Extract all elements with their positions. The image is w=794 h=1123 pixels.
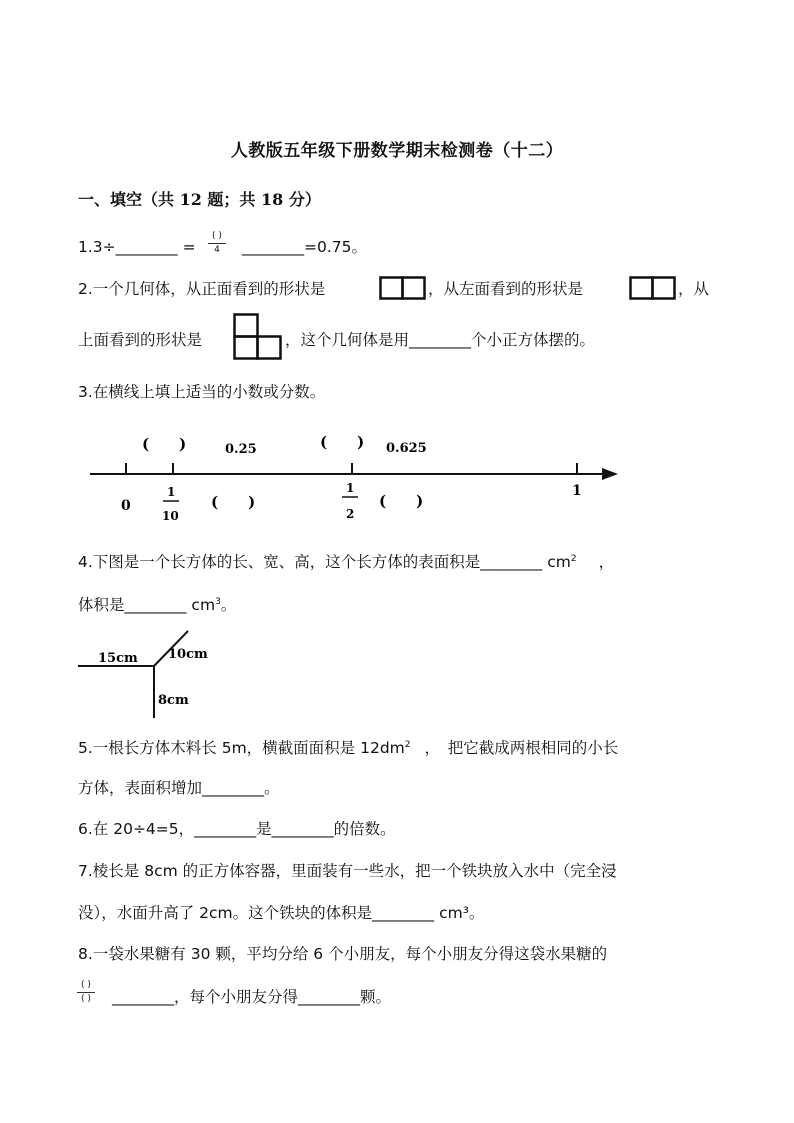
nl-blank-top-2: ( ): [320, 433, 365, 451]
q7-line2: 没），水面升高了 2cm。这个铁块的体积是________ cm³。: [78, 904, 485, 922]
q5-line2: 方体，表面积增加________。: [78, 779, 280, 797]
nl-blank-bottom-1: ( ): [211, 493, 256, 511]
nl-label-1-2-den: 2: [346, 507, 355, 521]
q7-line1: 7.棱长是 8cm 的正方体容器，里面装有一些水，把一个铁块放入水中（完全浸: [78, 862, 617, 880]
nl-label-1-10-num: 1: [167, 485, 176, 499]
q3-text: 3.在横线上填上适当的小数或分数。: [78, 383, 326, 401]
q1-frac-numerator: ( ): [212, 231, 222, 241]
nl-blank-bottom-2: ( ): [379, 492, 424, 510]
q8-fraction: [77, 980, 95, 1005]
width-label: 10cm: [168, 647, 208, 662]
q2-line1-a: 2.一个几何体，从正面看到的形状是: [78, 280, 326, 298]
nl-label-0: 0: [121, 498, 131, 514]
arrow-right-icon: [602, 468, 618, 480]
q1-suffix: ________=0.75。: [242, 238, 367, 256]
number-line: [80, 425, 625, 530]
q2-line2-b: ，这个几何体是用________个小正方体摆的。: [285, 331, 596, 349]
q5-line1: 5.一根长方体木料长 5m，横截面面积是 $12dm^2$ ， 把它截成两根相同的小长: [78, 739, 619, 757]
nl-label-1: 1: [572, 483, 582, 499]
cuboid-dimensions-figure: [72, 626, 217, 721]
height-label: 8cm: [158, 693, 189, 708]
q1-prefix: 1.3÷________ =: [78, 238, 196, 256]
q1-frac-denominator: 4: [214, 245, 220, 255]
q2-line1-c: ，从: [678, 280, 710, 298]
length-label: 15cm: [98, 651, 138, 666]
q4-line2: 体积是________ $cm^3$。: [78, 596, 237, 614]
nl-blank-top-1: ( ): [142, 435, 187, 453]
section-heading: 一、填空（共 12 题；共 18 分）: [78, 190, 321, 209]
nl-label-1-2-num: 1: [346, 481, 355, 495]
front-view-figure: [379, 276, 427, 300]
q8-line1: 8.一袋水果糖有 30 颗，平均分给 6 个小朋友，每个小朋友分得这袋水果糖的: [78, 945, 608, 963]
q8-frac-numerator: ( ): [81, 980, 91, 990]
q8-line2: ________，每个小朋友分得________颗。: [112, 988, 392, 1006]
nl-label-0.25: 0.25: [225, 442, 257, 457]
q4-line1: 4.下图是一个长方体的长、宽、高，这个长方体的表面积是________ $cm^2$ ，: [78, 553, 615, 571]
nl-label-1-10-den: 10: [162, 509, 179, 523]
q2-line1-b: ，从左面看到的形状是: [428, 280, 584, 298]
q1-fraction: [208, 231, 226, 256]
top-view-figure: [233, 313, 283, 361]
q8-frac-denominator: ( ): [81, 994, 91, 1004]
q6-text: 6.在 20÷4=5，________是________的倍数。: [78, 820, 396, 838]
left-view-figure: [629, 276, 677, 300]
nl-label-0.625: 0.625: [386, 441, 427, 456]
q2-line2-a: 上面看到的形状是: [78, 331, 203, 349]
page-title: 人教版五年级下册数学期末检测卷（十二）: [230, 141, 564, 161]
